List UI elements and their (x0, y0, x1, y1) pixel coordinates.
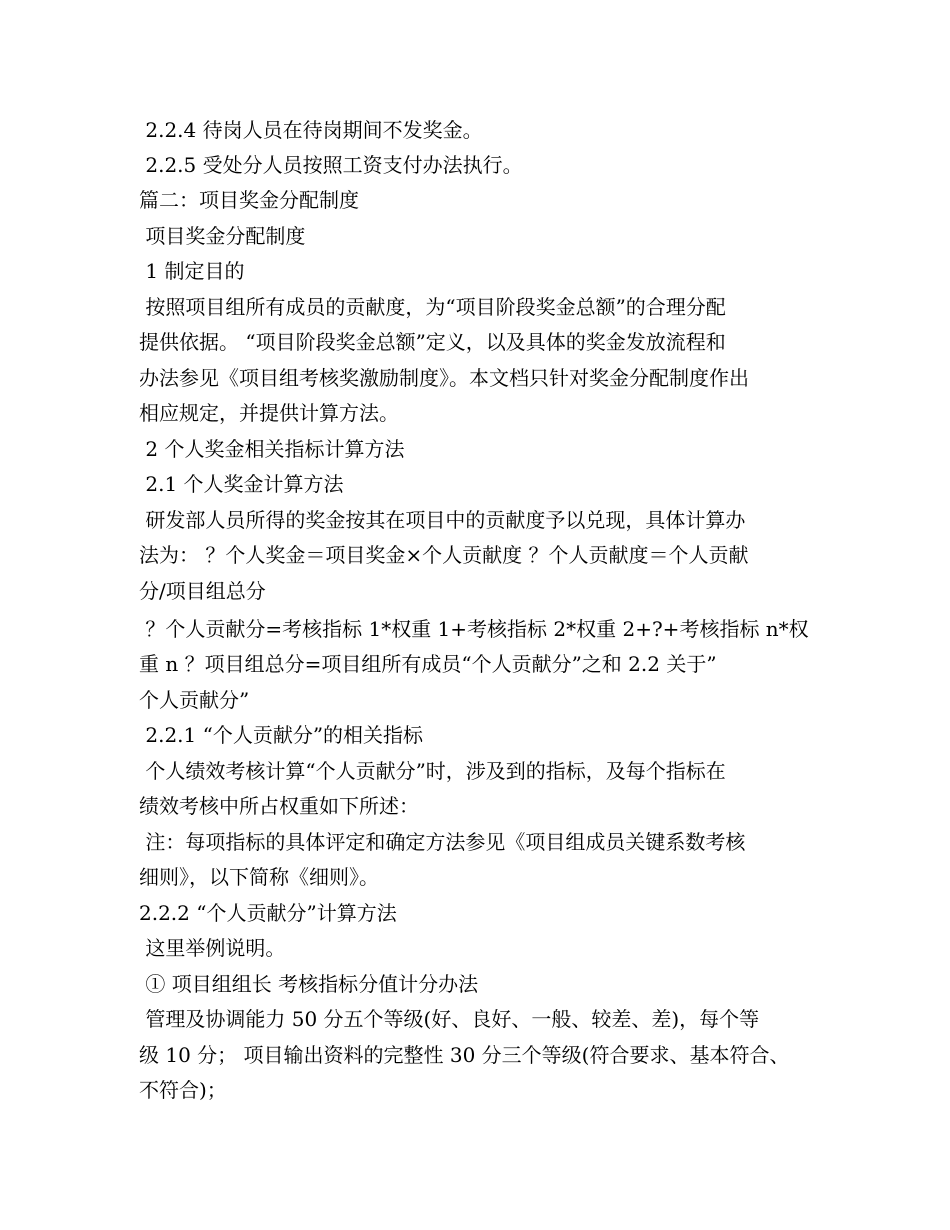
text-line: 个人绩效考核计算“个人贡献分”时，涉及到的指标，及每个指标在 (139, 759, 726, 783)
text-line: 研发部人员所得的奖金按其在项目中的贡献度予以兑现，具体计算办 (139, 508, 746, 532)
text-line: 2.2.4 待岗人员在待岗期间不发奖金。 (139, 118, 483, 142)
section-heading: 2.1 个人奖金计算方法 (139, 472, 344, 496)
text-line: 管理及协调能力 50 分五个等级(好、良好、一般、较差、差)，每个等 (139, 1007, 760, 1031)
text-line: 分/项目组总分 (139, 579, 266, 603)
text-line: 法为： ？个人奖金＝项目奖金×个人贡献度 ？个人贡献度＝个人贡献 (139, 543, 749, 567)
section-heading: 篇二：项目奖金分配制度 (139, 188, 359, 212)
section-heading: 1 制定目的 (139, 259, 245, 283)
text-line: 重 n ？项目组总分=项目组所有成员“个人贡献分”之和 2.2 关于” (139, 652, 717, 676)
text-line: 这里举例说明。 (139, 936, 286, 960)
text-line: 2.2.5 受处分人员按照工资支付办法执行。 (139, 153, 523, 177)
text-line: ？个人贡献分=考核指标 1*权重 1+考核指标 2*权重 2+?+考核指标 n*权 (139, 617, 809, 641)
section-heading: 2.2.1 “个人贡献分”的相关指标 (139, 723, 424, 747)
text-line: 提供依据。 “项目阶段奖金总额”定义，以及具体的奖金发放流程和 (139, 330, 726, 354)
text-line: 注：每项指标的具体评定和确定方法参见《项目组成员关键系数考核 (139, 830, 746, 854)
text-line: 办法参见《项目组考核奖激励制度》。本文档只针对奖金分配制度作出 (139, 366, 749, 390)
section-heading: 2.2.2 “个人贡献分”计算方法 (139, 901, 397, 925)
document-title: 项目奖金分配制度 (139, 224, 306, 248)
text-line: 级 10 分； 项目输出资料的完整性 30 分三个等级(符合要求、基本符合、 (139, 1043, 790, 1067)
text-line: 个人贡献分” (139, 688, 250, 712)
text-line: 不符合)； (139, 1078, 227, 1102)
text-line: ① 项目组组长 考核指标分值计分办法 (139, 972, 479, 996)
section-heading: 2 个人奖金相关指标计算方法 (139, 437, 405, 461)
text-line: 按照项目组所有成员的贡献度，为“项目阶段奖金总额”的合理分配 (139, 295, 726, 319)
text-line: 相应规定，并提供计算方法。 (139, 401, 399, 425)
text-line: 绩效考核中所占权重如下所述： (139, 794, 419, 818)
text-line: 细则》，以下简称《细则》。 (139, 865, 379, 889)
